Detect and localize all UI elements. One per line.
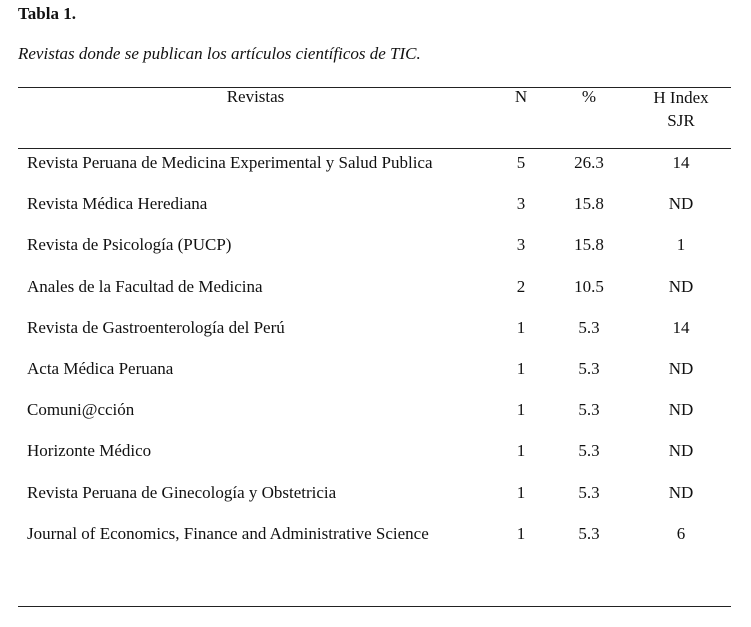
cell-n: 3: [516, 235, 526, 254]
cell-n: 1: [516, 400, 526, 419]
cell-percent: 5.3: [578, 318, 600, 337]
header-h-index-line1: H Index: [653, 88, 709, 107]
cell-percent: 5.3: [578, 441, 600, 460]
header-revistas: Revistas: [226, 87, 285, 106]
header-h-index-line2: SJR: [667, 111, 695, 130]
cell-percent: 10.5: [574, 277, 604, 296]
cell-percent: 5.3: [578, 400, 600, 419]
cell-n: 1: [516, 441, 526, 460]
table-label: Tabla 1.: [18, 4, 76, 23]
cell-percent: 15.8: [574, 194, 604, 213]
cell-h-index: ND: [668, 483, 694, 502]
header-rule: [18, 148, 731, 149]
cell-h-index: 6: [676, 524, 686, 543]
cell-h-index: ND: [668, 194, 694, 213]
cell-h-index: ND: [668, 441, 694, 460]
cell-percent: 26.3: [574, 153, 604, 172]
cell-h-index: 14: [672, 318, 690, 337]
cell-revista: Revista Peruana de Medicina Experimental y Salud Publica: [27, 153, 433, 172]
cell-h-index: 14: [672, 153, 690, 172]
cell-h-index: ND: [668, 277, 694, 296]
cell-h-index: ND: [668, 400, 694, 419]
cell-revista: Journal of Economics, Finance and Administrative Science: [27, 524, 429, 543]
cell-n: 2: [516, 277, 526, 296]
bottom-rule: [18, 606, 731, 607]
cell-percent: 5.3: [578, 359, 600, 378]
cell-revista: Comuni@cción: [27, 400, 135, 419]
table-caption: Revistas donde se publican los artículos científicos de TIC.: [18, 44, 421, 63]
cell-h-index: 1: [676, 235, 686, 254]
cell-n: 1: [516, 524, 526, 543]
cell-n: 1: [516, 318, 526, 337]
cell-n: 5: [516, 153, 526, 172]
cell-n: 1: [516, 359, 526, 378]
cell-n: 3: [516, 194, 526, 213]
cell-percent: 5.3: [578, 483, 600, 502]
cell-revista: Revista de Gastroenterología del Perú: [27, 318, 285, 337]
cell-revista: Revista Médica Herediana: [27, 194, 208, 213]
cell-revista: Horizonte Médico: [27, 441, 152, 460]
cell-revista: Revista Peruana de Ginecología y Obstetricia: [27, 483, 337, 502]
header-n: N: [514, 87, 528, 106]
cell-percent: 5.3: [578, 524, 600, 543]
cell-revista: Revista de Psicología (PUCP): [27, 235, 232, 254]
cell-revista: Anales de la Facultad de Medicina: [27, 277, 263, 296]
cell-percent: 15.8: [574, 235, 604, 254]
cell-n: 1: [516, 483, 526, 502]
header-percent: %: [581, 87, 597, 106]
header-h-index: [636, 86, 726, 132]
cell-revista: Acta Médica Peruana: [27, 359, 174, 378]
cell-h-index: ND: [668, 359, 694, 378]
